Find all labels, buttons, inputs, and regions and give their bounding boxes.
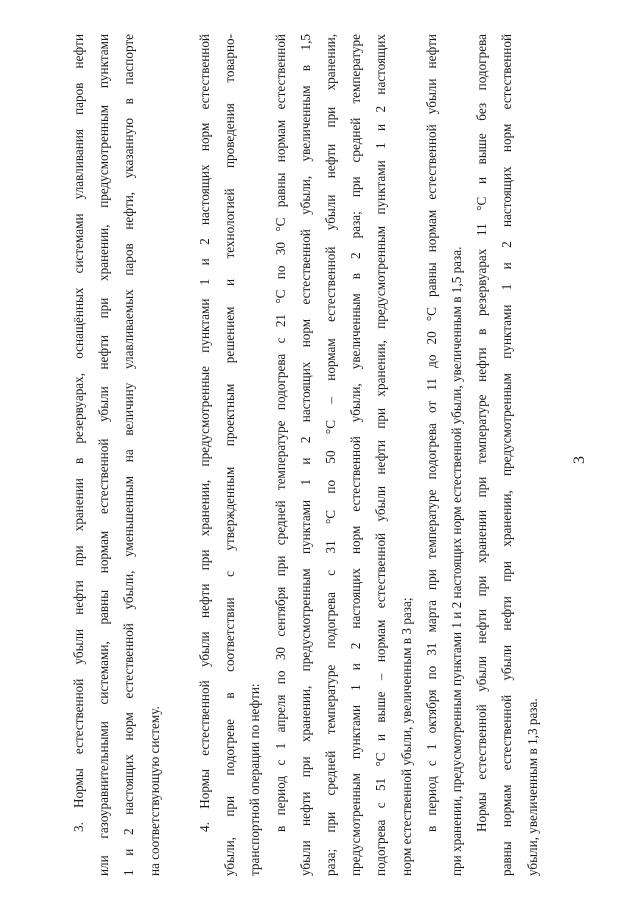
page-number: 3: [571, 456, 588, 464]
document-body: [66, 34, 545, 876]
text-line: на соответствующую систему.: [146, 706, 162, 876]
text-line: в период с 1 апреля по 30 сентября при средней температуре подогрева с 21 °С по 30 °С равны нормам естественной: [272, 34, 288, 832]
text-line: раза; при средней температуре подогрева с 31 °С по 50 °С – нормам естественной убыли нефти при хранении,: [323, 34, 339, 876]
text-line: Нормы естественной убыли нефти при хранении при температуре нефти в резервуарах 11 °С и выше без подогрева: [474, 34, 490, 832]
text-line: убыли, при подогреве в соответствии с утвержденным проектным решением и технологией проведения товарно-: [222, 34, 238, 876]
text-line: убыли нефти при хранении, предусмотренным пунктами 1 и 2 настоящих норм естественной убыли, увеличенным в 1,5: [297, 34, 313, 876]
text-line: 4. Нормы естественной убыли нефти при хранении, предусмотренные пунктами 1 и 2 настоящих норм естественной: [197, 34, 213, 832]
text-line: или газоуравнительными системами, равны нормам естественной убыли нефти при хранении, предусмотренным пунктами: [96, 34, 112, 876]
paragraph: [268, 34, 419, 876]
text-line: предусмотренным пунктами 1 и 2 настоящих норм естественной убыли, увеличенным в 2 раза; при средней температуре: [348, 34, 364, 876]
paragraph: [469, 34, 545, 876]
paragraph: [419, 34, 469, 876]
text-line: 1 и 2 настоящих норм естественной убыли, уменьшенным на величину улавливаемых паров нефти, указанную в паспорте: [121, 34, 137, 876]
text-line: в период с 1 октября по 31 марта при температуре подогрева от 11 до 20 °С равны нормам естественной убыли нефти: [423, 34, 439, 832]
text-line: 3. Нормы естественной убыли нефти при хранении в резервуарах, оснащённых системами улавливания паров нефти: [71, 34, 86, 832]
text-line: убыли, увеличенным в 1,3 раза.: [524, 698, 540, 876]
text-line: при хранении, предусмотренным пунктами 1 и 2 настоящих норм естественной убыли, увеличенным в 1,5 раза.: [449, 246, 465, 876]
text-line: норм естественной убыли, увеличенным в 3 раза;: [398, 597, 414, 876]
paragraph-gap: [167, 34, 192, 876]
paragraph: [192, 34, 268, 876]
text-line: транспортной операции по нефти:: [247, 683, 263, 876]
text-line: подогрева с 51 °С и выше – нормам естественной убыли нефти при хранении, предусмотренным пунктами 1 и 2 настоящих: [373, 34, 389, 876]
paragraph: [66, 34, 167, 876]
text-line: равны нормам естественной убыли нефти при хранении, предусмотренным пунктами 1 и 2 настоящих норм естественной: [499, 34, 515, 876]
